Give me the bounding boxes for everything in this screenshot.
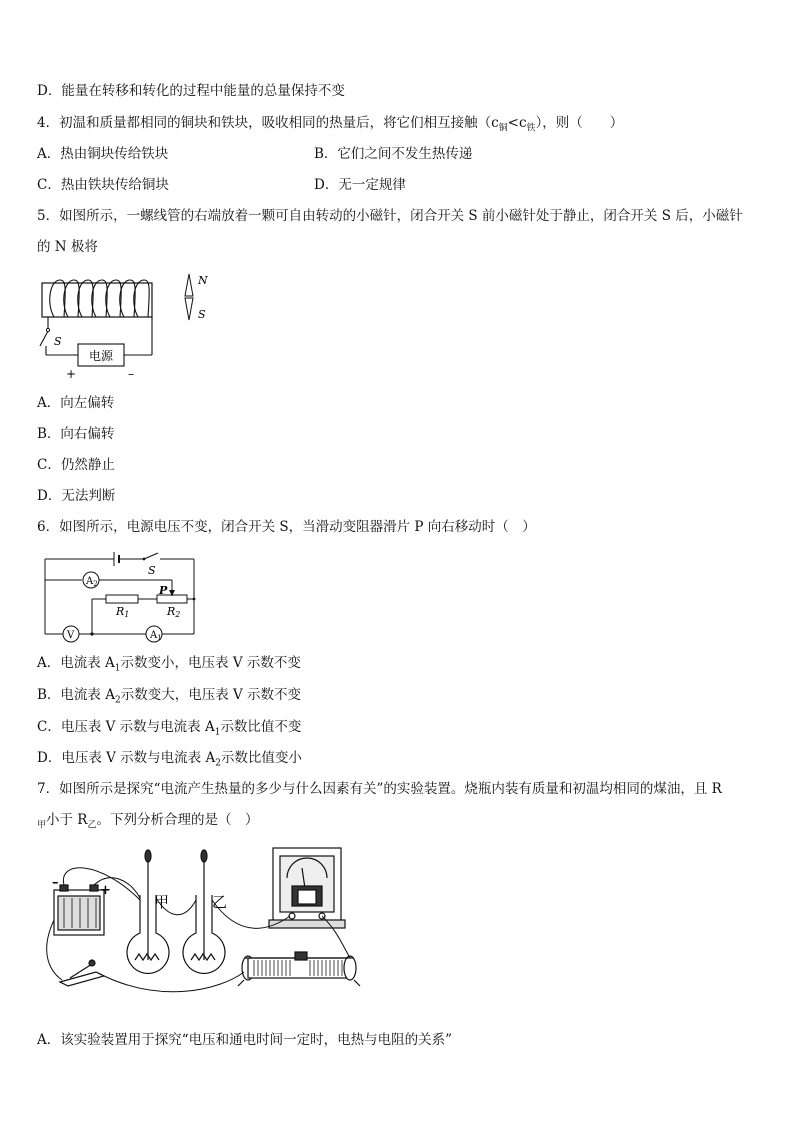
q4-end: ），则（ ） xyxy=(535,115,624,131)
q4-lt: <c xyxy=(507,115,527,131)
q4-text: 4．初温和质量都相同的铜块和铁块，吸收相同的热量后，将它们相互接触（c xyxy=(37,115,499,131)
q6-option-d: D．电压表 V 示数与电流表 $A_2$示数比值变小 xyxy=(37,750,302,769)
minus-terminal-label: – xyxy=(128,367,134,381)
q5-option-d: D．无法判断 xyxy=(37,488,116,504)
q4-option-a: A．热由铜块传给铁块 xyxy=(37,146,169,162)
q6-option-a: A．电流表 $A_1$示数变小，电压表 V 示数不变 xyxy=(37,655,301,674)
r2-label: R2 xyxy=(167,605,181,619)
q6-option-b: B．电流表 $A_2$示数变大，电压表 V 示数不变 xyxy=(37,687,302,706)
battery-minus-label: – xyxy=(52,875,59,890)
flask-jia-label: 甲 xyxy=(154,893,170,911)
q4-option-c: C．热由铁块传给铜块 xyxy=(37,177,169,193)
question-7-line1: 7．如图所示是探究“电流产生热量的多少与什么因素有关”的实验装置。烧瓶内装有质量和初温均相同的煤油，且 R xyxy=(37,781,722,797)
q4-option-d: D．无一定规律 xyxy=(314,177,406,193)
question-6: 6．如图所示，电源电压不变，闭合开关 S，当滑动变阻器滑片 P 向右移动时（ ） xyxy=(37,519,536,535)
circuit-figure xyxy=(40,547,200,643)
battery-plus-label: + xyxy=(100,883,111,898)
question-5-line2: 的 N 极将 xyxy=(37,239,98,255)
plus-terminal-label: + xyxy=(66,367,77,381)
ammeter-a2-label: $A_2$ xyxy=(86,576,98,588)
solenoid-figure xyxy=(36,268,226,383)
ammeter-a1-label: $A_1$ xyxy=(150,630,162,642)
voltmeter-label: V xyxy=(67,630,75,641)
question-5-line1: 5．如图所示，一螺线管的右端放着一颗可自由转动的小磁针，闭合开关 S 前小磁针处于静止，闭合开关 S 后，小磁针 xyxy=(37,208,743,224)
q5-option-a: A．向左偏转 xyxy=(37,395,115,411)
q6-option-c: C．电压表 V 示数与电流表 $A_1$示数比值不变 xyxy=(37,719,302,738)
flask-yi-label: 乙 xyxy=(212,893,228,911)
r1-label: R1 xyxy=(116,605,130,619)
q4-option-b: B．它们之间不发生热传递 xyxy=(314,146,473,162)
q4-sub-cu: 铜 xyxy=(498,123,508,134)
question-7-line2: $_甲$小于 $R_乙$。下列分析合理的是（ ） xyxy=(37,812,259,831)
switch-s-label: S xyxy=(148,564,156,577)
compass-south-half xyxy=(185,298,193,320)
switch-label: S xyxy=(54,335,62,348)
question-4 xyxy=(37,114,623,138)
compass-north-half xyxy=(185,274,193,296)
q5-option-b: B．向右偏转 xyxy=(37,426,115,442)
q7-option-a: A．该实验装置用于探究“电压和通电时间一定时，电热与电阻的关系” xyxy=(37,1032,453,1048)
slider-p-label: P xyxy=(159,584,168,597)
power-source-label: 电源 xyxy=(88,349,114,363)
q4-sub-fe: 铁 xyxy=(526,123,536,134)
q5-option-c: C．仍然静止 xyxy=(37,457,115,473)
north-pole-label: N xyxy=(198,274,208,287)
apparatus-figure xyxy=(40,840,370,1010)
south-pole-label: S xyxy=(198,308,206,321)
q3-option-d: D．能量在转移和转化的过程中能量的总量保持不变 xyxy=(37,83,345,99)
